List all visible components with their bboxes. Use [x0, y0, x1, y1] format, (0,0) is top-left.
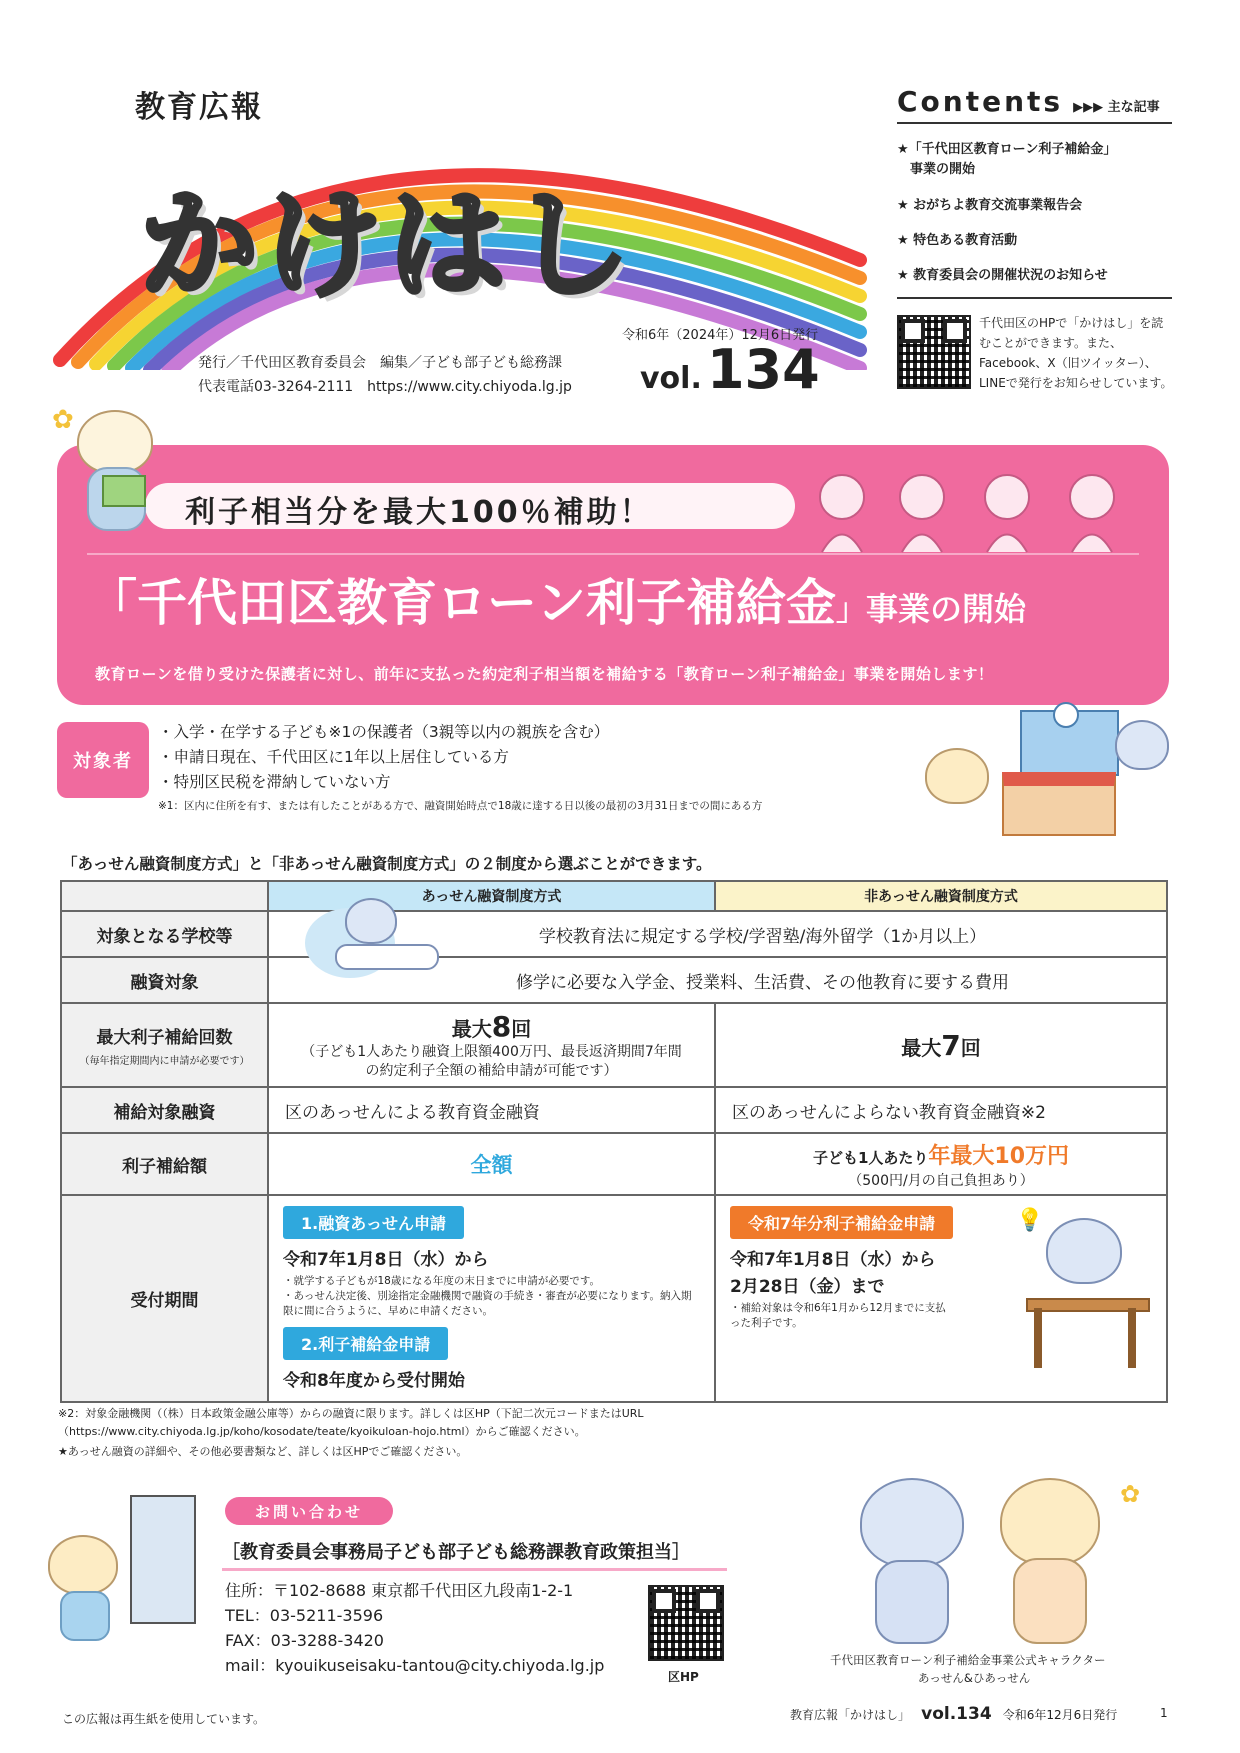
headline-banner: [57, 445, 1169, 705]
amount-hi-assen-note: （500円/月の自己負担あり）: [848, 1172, 1034, 1189]
footer-issue-date: 令和6年12月6日発行: [1002, 1708, 1118, 1722]
mascot-face: [1115, 720, 1169, 770]
building-icon: [130, 1495, 196, 1624]
count-assen-cell: [268, 1003, 715, 1087]
count-hi-assen-number: 7: [941, 1028, 961, 1062]
row-label-period: 受付期間: [61, 1195, 268, 1402]
inquiry-tag: お問い合わせ: [225, 1497, 393, 1525]
contents-subheading: ▶▶▶ 主な記事: [1073, 100, 1160, 115]
publisher-line: 発行／千代田区教育委員会 編集／子ども部子ども総務課: [198, 355, 562, 371]
issue-date: 令和6年（2024年）12月6日発行: [622, 328, 819, 343]
count-label: 最大利子補給回数: [96, 1028, 233, 1048]
target-list: [158, 720, 918, 815]
volume-number: [640, 338, 820, 401]
masthead-kicker: 教育広報: [135, 90, 263, 125]
contact-line: 代表電話03-3264-2111 https://www.city.chiyoda.lg.jp: [198, 379, 572, 395]
desk-leg: [1034, 1308, 1042, 1368]
target-item: ・申請日現在、千代田区に1年以上居住している方: [158, 748, 509, 766]
count-assen-suffix: 回: [511, 1016, 532, 1041]
school-illustration: [920, 700, 1170, 850]
mascots-pair-illustration: [850, 1460, 1170, 1650]
period-assen-date-2: 令和8年度から受付開始: [283, 1371, 465, 1391]
volume-prefix: vol.: [640, 361, 702, 396]
period-assen-cell: [268, 1195, 715, 1402]
mascot-face: [925, 748, 989, 804]
row-label-target-loan: 補給対象融資: [61, 1087, 268, 1133]
banner-lead: 利子相当分を最大100％補助！: [185, 495, 653, 530]
inquiry-mail[interactable]: mail：kyouikuseisaku-tantou@city.chiyoda.lg.jp: [225, 1656, 605, 1675]
loan-value-text: 修学に必要な入学金、授業料、生活費、その他教育に要する費用: [516, 972, 1009, 993]
mascot-reading-illustration: [52, 405, 172, 545]
contents-item[interactable]: ★ おがちよ教育交流事業報告会: [897, 198, 1083, 213]
contents-item[interactable]: ★ 特色ある教育活動: [897, 233, 1018, 248]
mascot-airplane-illustration: [305, 898, 435, 998]
footnote: ※2：対象金融機関（（株）日本政策金融公庫等）からの融資に限ります。詳しくは区HP（下記二次元コードまたはURL（https://www.city.chiyoda.lg.jp/koho/kosodate/teate/kyoikuloan-hojo.html）からご確認ください。: [58, 1407, 644, 1438]
mascot-desk-illustration: [1016, 1208, 1216, 1378]
contents-heading-row: [897, 85, 1172, 124]
mascot-phone-illustration: [38, 1495, 208, 1645]
footer-recycled-note: この広報は再生紙を使用しています。: [62, 1712, 266, 1726]
mascot-book: [102, 475, 146, 507]
column-header-assen: あっせん融資制度方式: [268, 881, 715, 911]
amount-assen: 全額: [268, 1133, 715, 1195]
period-hi-assen-date-1: 令和7年1月8日（水）から: [730, 1250, 936, 1270]
clock-icon: [1053, 702, 1079, 728]
contents-divider: [897, 297, 1172, 299]
mascot-face: [345, 898, 397, 944]
contents-heading: Contents: [897, 85, 1064, 118]
contents-box: [897, 85, 1172, 395]
masthead: [40, 70, 870, 400]
footer-page-number: 1: [1160, 1706, 1168, 1720]
inquiry-fax: FAX：03-3288-3420: [225, 1631, 384, 1650]
count-assen-prefix: 最大: [451, 1016, 492, 1041]
banner-title-close: 」: [836, 593, 866, 628]
masthead-title: かけはし: [140, 176, 637, 314]
footnote: ★あっせん融資の詳細や、その他必要書類など、詳しくは区HPでご確認ください。: [58, 1445, 468, 1458]
mascot-caption-line1: 千代田区教育ローン利子補給金事業公式キャラクター: [830, 1653, 1106, 1667]
row-label-school: 対象となる学校等: [61, 911, 268, 957]
target-item: ・特別区民税を滞納していない方: [158, 773, 391, 791]
contents-hp-text: 千代田区のHPで「かけはし」を読むことができます。また、Facebook、X（旧ツイッター）、LINEで発行をお知らせしています。: [979, 316, 1173, 390]
period-assen-tag-1: 1.融資あっせん申請: [283, 1206, 464, 1239]
kindergarten-building: [1002, 772, 1116, 836]
period-hi-assen-date-2: 2月28日（金）まで: [730, 1277, 885, 1297]
mascot-body: [60, 1591, 110, 1641]
count-hi-assen-suffix: 回: [960, 1035, 981, 1060]
table-corner-cell: [61, 881, 268, 911]
target-label: 対象者: [57, 722, 149, 798]
footer-issue: [790, 1704, 1117, 1724]
period-assen-date-1: 令和7年1月8日（水）から: [283, 1250, 489, 1270]
count-assen-number: 8: [491, 1009, 512, 1043]
table-intro: 「あっせん融資制度方式」と「非あっせん融資制度方式」の２制度から選ぶことができます。: [62, 855, 712, 873]
lightbulb-icon: 💡: [1016, 1208, 1044, 1233]
amount-hi-assen-cell: [715, 1133, 1167, 1195]
count-assen-note: （子ども1人あたり融資上限額400万円、最長返済期間7年間の約定利子全額の補給申請が可能です）: [301, 1043, 682, 1079]
contents-qr-code[interactable]: [897, 315, 971, 389]
amount-prefix: 子ども1人あたり: [812, 1148, 929, 1167]
inquiry-qr-label: 区HP: [668, 1670, 699, 1684]
desk-leg: [1128, 1308, 1136, 1368]
mascot-assen-face: [860, 1478, 964, 1568]
row-label-loan: 融資対象: [61, 957, 268, 1003]
footer-issue-vol: vol.134: [921, 1704, 992, 1724]
banner-title: [87, 563, 1026, 635]
count-hi-assen-cell: [715, 1003, 1167, 1087]
banner-description: 教育ローンを借り受けた保護者に対し、前年に支払った約定利子相当額を補給する「教育ローン利子補給金」事業を開始します！: [95, 665, 994, 683]
inquiry-department: ［教育委員会事務局子ども部子ども総務課教育政策担当］: [222, 1542, 690, 1563]
count-hi-assen-prefix: 最大: [901, 1035, 942, 1060]
count-assen-main: [269, 1010, 714, 1043]
mascot-assen-body: [875, 1560, 949, 1644]
footer-issue-name: 教育広報「かけはし」: [790, 1708, 911, 1722]
target-item: ・入学・在学する子ども※1の保護者（3親等以内の親族を含む）: [158, 723, 610, 741]
period-assen-note: ・あっせん決定後、別途指定金融機関で融資の手続き・審査が必要になります。納入期限に間に合うように、早めに申請ください。: [283, 1290, 692, 1317]
target-loan-assen: 区のあっせんによる教育資金融資: [268, 1087, 715, 1133]
target-note: ※1：区内に住所を有す、または有したことがある方で、融資開始時点で18歳に達する日以後の最初の3月31日までの間にある方: [158, 800, 763, 812]
banner-title-open: 「: [87, 574, 137, 632]
row-label-amount: 利子補給額: [61, 1133, 268, 1195]
comparison-table: [60, 880, 1168, 1403]
mascot-hiassen-body: [1013, 1558, 1087, 1644]
period-hi-assen-tag: 令和7年分利子補給金申請: [730, 1206, 953, 1239]
mascot-face: [48, 1535, 118, 1595]
school-value-text: 学校教育法に規定する学校/学習塾/海外留学（1か月以上）: [538, 926, 987, 947]
contents-item[interactable]: ★「千代田区教育ローン利子補給金」 事業の開始: [897, 142, 1117, 177]
period-hi-assen-note: ・補給対象は令和6年1月から12月までに支払った利子です。: [730, 1302, 946, 1329]
period-hi-assen-cell: [715, 1195, 1167, 1402]
period-assen-note: ・就学する子どもが18歳になる年度の末日までに申請が必要です。: [283, 1275, 601, 1287]
airplane-icon: [335, 944, 439, 970]
count-sublabel: （毎年指定期間内に申請が必要です）: [79, 1056, 250, 1067]
row-label-count: [61, 1003, 268, 1087]
inquiry-qr-code[interactable]: [648, 1585, 724, 1661]
period-assen-tag-2: 2.利子補給金申請: [283, 1327, 448, 1360]
mascot-hiassen-face: [1000, 1478, 1100, 1566]
inquiry-address: 住所：〒102-8688 東京都千代田区九段南1-2-1: [225, 1581, 574, 1600]
target-loan-hi-assen: 区のあっせんによらない教育資金融資※2: [715, 1087, 1167, 1133]
volume-digits: 134: [706, 338, 820, 401]
flower-icon: ✿: [52, 405, 74, 435]
mascot-face: [1046, 1218, 1122, 1284]
children-sketch-illustration: [802, 457, 1152, 557]
column-header-hi-assen: 非あっせん融資制度方式: [715, 881, 1167, 911]
mascot-caption-line2: あっせん&ひあっせん: [918, 1671, 1031, 1685]
banner-title-suffix: 事業の開始: [866, 590, 1027, 628]
contents-item[interactable]: ★ 教育委員会の開催状況のお知らせ: [897, 268, 1108, 283]
flower-icon: ✿: [1120, 1480, 1141, 1508]
mascot-face: [77, 410, 153, 474]
inquiry-tel: TEL：03-5211-3596: [225, 1606, 384, 1625]
inquiry-divider: [222, 1568, 727, 1571]
amount-highlight: 年最大10万円: [928, 1143, 1070, 1169]
amount-hi-assen-main: [716, 1139, 1166, 1170]
banner-title-main: 千代田区教育ローン利子補給金: [137, 574, 836, 632]
